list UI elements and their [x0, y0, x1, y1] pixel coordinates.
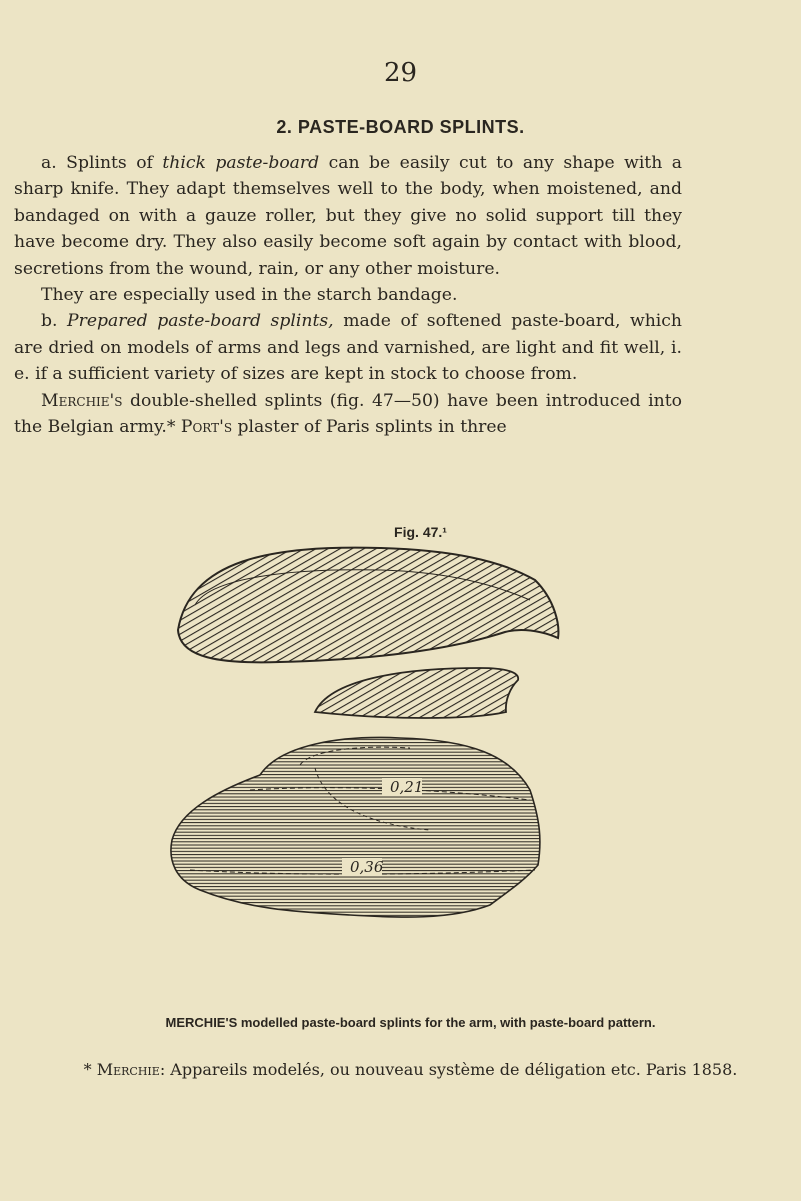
- para-b-start: b.: [41, 311, 68, 332]
- footnote-name: Merchie: [96, 1060, 160, 1079]
- section-title: 2. PASTE-BOARD SPLINTS.: [276, 117, 525, 137]
- upper-splint-drawing: [178, 548, 558, 663]
- merchie-name: Merchie's: [41, 390, 123, 411]
- paragraph-b: [14, 308, 682, 387]
- small-splint-drawing: [315, 668, 518, 718]
- page-number: 29: [383, 58, 418, 88]
- footnote-text: : Appareils modelés, ou nouveau système de déligation etc. Paris 1858.: [159, 1060, 738, 1079]
- footnote-prefix: *: [83, 1060, 97, 1079]
- para-a-rest: can be easily cut to any shape with a sharp knife. They adapt themselves well to the body, when moistened, and bandaged on with a gauze roller, but they give no solid support till they have become dry. They also easily become soft again by contact with blood, secretions from the wound, rain, or any other moisture.: [14, 153, 682, 279]
- para-a-italic: thick paste-board: [162, 153, 320, 173]
- paragraph-a: [14, 150, 682, 282]
- merchie-text-2: plaster of Paris splints in three: [232, 417, 507, 438]
- paragraph-starch: They are especially used in the starch bandage.: [41, 285, 458, 306]
- figure-label: Fig. 47.¹: [394, 524, 447, 540]
- splint-illustration: [150, 540, 610, 1020]
- merchie-text-1: double-shelled splints (fig. 47—50) have been introduced into the Belgian army.*: [14, 390, 682, 438]
- para-a-start: a. Splints of: [41, 153, 163, 173]
- figure-mark-2: 0,36: [350, 858, 384, 876]
- paragraph-merchie: [14, 388, 682, 441]
- figure-caption: MERCHIE'S modelled paste-board splints for the arm, with paste-board pattern.: [165, 1015, 656, 1030]
- para-b-italic: Prepared paste-board splints,: [67, 311, 334, 332]
- footnote: [0, 1060, 801, 1079]
- port-name: Port's: [180, 417, 233, 438]
- pattern-drawing: [171, 737, 540, 917]
- para-b-rest: made of softened paste-board, which are dried on models of arms and legs and varnished, are light and fit well, i. e. if a sufficient variety of sizes are kept in stock to choose from.: [14, 311, 682, 385]
- figure-mark-1: 0,21: [390, 778, 424, 796]
- body-text: [14, 150, 682, 440]
- figure-47: [150, 540, 610, 1020]
